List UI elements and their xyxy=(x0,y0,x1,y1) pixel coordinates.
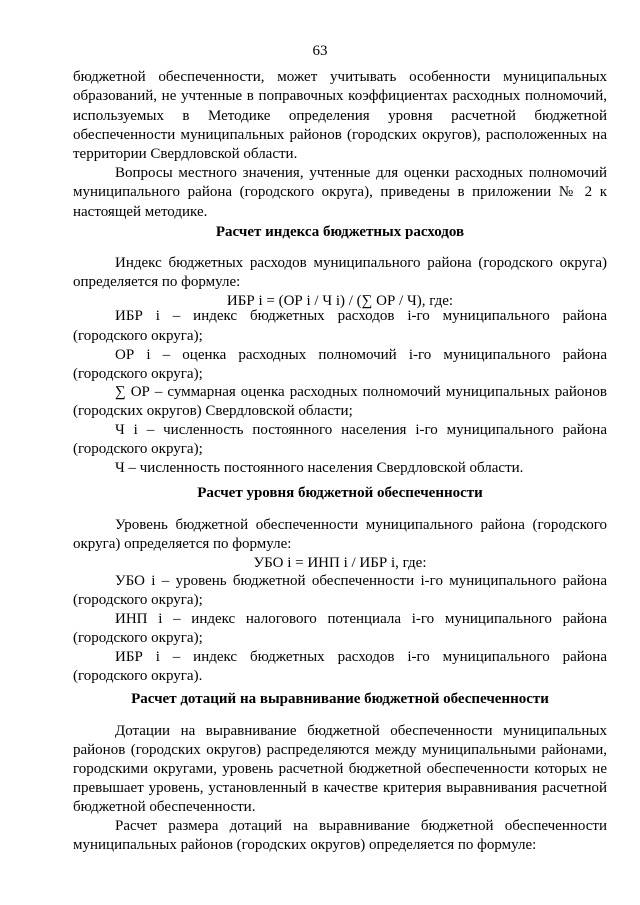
definition-line: (городского округа); xyxy=(73,592,203,608)
definition-line: (городского округа); xyxy=(73,328,203,344)
paragraph-line: городскими округами, уровень расчетной бюджетной обеспеченности которых не xyxy=(73,761,607,777)
section-heading: Расчет уровня бюджетной обеспеченности xyxy=(197,485,483,501)
definition-line: ИБР i – индекс бюджетных расходов i-го муниципального района xyxy=(115,649,607,665)
paragraph-line: настоящей методике. xyxy=(73,204,208,220)
definition-line: (городского округа); xyxy=(73,441,203,457)
paragraph-line: Вопросы местного значения, учтенные для оценки расходных полномочий xyxy=(115,165,607,181)
definition-line: УБО i – уровень бюджетной обеспеченности i-го муниципального района xyxy=(115,573,607,589)
paragraph-line: районов (городских округов) распределяются между муниципальными районами, xyxy=(73,742,607,758)
definition-line: Ч i – численность постоянного населения i-го муниципального района xyxy=(115,422,607,438)
paragraph-line: бюджетной обеспеченности, может учитывать особенности муниципальных xyxy=(73,69,607,85)
definition-line: (городского округа); xyxy=(73,366,203,382)
definition-line: (городских округов) Свердловской области; xyxy=(73,403,353,419)
paragraph-line: превышает уровень, установленный в качестве критерия выравнивания расчетной xyxy=(73,780,607,796)
paragraph-line: обеспеченности муниципальных районов (городских округов), расположенных на xyxy=(73,127,607,143)
formula: ИБР i = (ОР i / Ч i) / (∑ ОР / Ч), где: xyxy=(226,293,454,309)
definition-line: Ч – численность постоянного населения Свердловской области. xyxy=(115,460,524,476)
definition-line: ОР i – оценка расходных полномочий i-го муниципального района xyxy=(115,347,607,363)
paragraph-line: Дотации на выравнивание бюджетной обеспеченности муниципальных xyxy=(115,723,607,739)
section-heading: Расчет индекса бюджетных расходов xyxy=(215,224,465,240)
section-heading: Расчет дотаций на выравнивание бюджетной обеспеченности xyxy=(131,691,549,707)
paragraph-line: муниципальных районов (городских округов) определяется по формуле: xyxy=(73,837,537,853)
paragraph-line: территории Свердловской области. xyxy=(73,146,298,162)
paragraph-line: образований, не учтенные в поправочных коэффициентах расходных полномочий, xyxy=(73,88,607,104)
formula: УБО i = ИНП i / ИБР i, где: xyxy=(253,555,427,571)
definition-line: ∑ ОР – суммарная оценка расходных полномочий муниципальных районов xyxy=(115,384,607,400)
definition-line: (городского округа); xyxy=(73,630,203,646)
definition-line: (городского округа). xyxy=(73,668,203,684)
paragraph-line: Индекс бюджетных расходов муниципального района (городского округа) xyxy=(115,255,607,271)
paragraph-line: используемых в Методике определения уровня расчетной бюджетной xyxy=(73,108,607,124)
paragraph-line: Расчет размера дотаций на выравнивание бюджетной обеспеченности xyxy=(115,818,607,834)
page-number: 63 xyxy=(312,43,328,59)
paragraph-line: округа) определяется по формуле: xyxy=(73,536,292,552)
paragraph-line: Уровень бюджетной обеспеченности муниципального района (городского xyxy=(115,517,607,533)
definition-line: ИБР i – индекс бюджетных расходов i-го муниципального района xyxy=(115,308,607,324)
paragraph-line: муниципального района (городского округа), приведены в приложении № 2 к xyxy=(73,184,607,200)
definition-line: ИНП i – индекс налогового потенциала i-го муниципального района xyxy=(115,611,607,627)
paragraph-line: бюджетной обеспеченности. xyxy=(73,799,256,815)
paragraph-line: определяется по формуле: xyxy=(73,274,241,290)
